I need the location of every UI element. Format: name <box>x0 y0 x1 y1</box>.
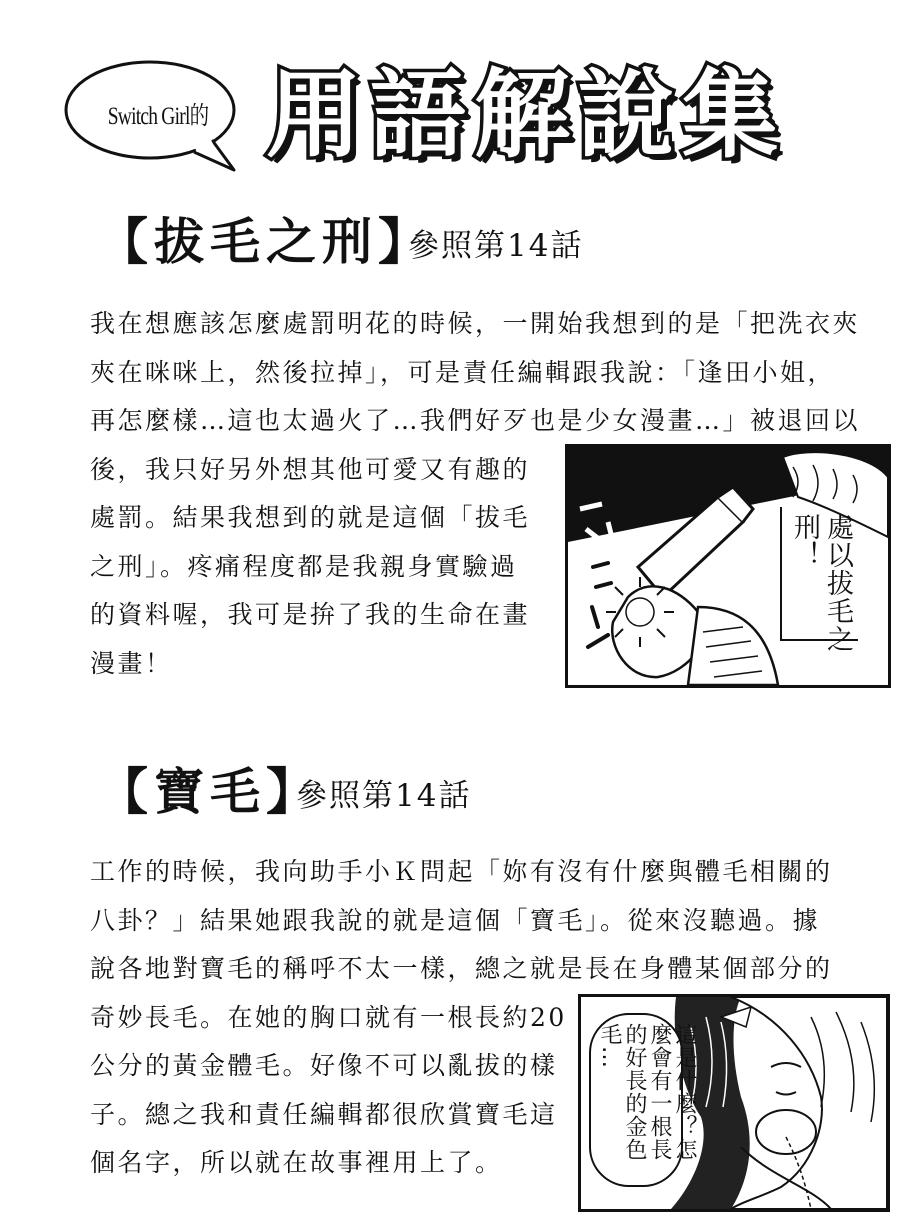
bubble-label: Switch Girl的 <box>107 103 209 130</box>
text-line: 夾在咪咪上，然後拉掉」，可是責任編輯跟我說：「逢田小姐， <box>90 357 836 387</box>
text-line: 的資料喔，我可是拚了我的生命在畫 <box>90 600 531 629</box>
section-heading-treasure-hair: 【寶毛】 <box>98 762 322 821</box>
section-reference: 參照第14話 <box>296 778 472 814</box>
text-line: 之刑」。疼痛程度都是我親身實驗過 <box>90 551 518 581</box>
manga-panel-1 <box>565 444 891 688</box>
speech-balloon-outline <box>780 507 858 641</box>
text-line: 我在想應該怎麼處罰明花的時候，一開始我想到的是「把洗衣夾 <box>90 309 861 338</box>
text-line: 公分的黃金體毛。好像不可以亂拔的樣 <box>90 1051 558 1080</box>
text-line: 再怎麼樣…這也太過火了…我們好歹也是少女漫畫…」被退回以 <box>90 406 861 435</box>
section-heading-pull-hair: 【拔毛之刑】 <box>98 212 434 271</box>
text-line: 奇妙長毛。在她的胸口就有一根長約20 <box>90 1002 567 1032</box>
page-title: 用語解說集 <box>266 59 786 171</box>
speech-text-1: 處以拔毛之刑！ <box>789 513 853 653</box>
text-line: 工作的時候，我向助手小Ｋ問起「妳有沒有什麼與體毛相關的 <box>90 857 833 886</box>
speech-text-2: 這是什麼？怎麼會有一根長的好長的金色毛… <box>597 1023 697 1161</box>
section-reference: 參照第14話 <box>408 228 584 264</box>
text-line: 處罰。結果我想到的就是這個「拔毛 <box>90 503 531 532</box>
text-line: 個名字，所以就在故事裡用上了。 <box>90 1148 503 1177</box>
text-line: 八卦？」結果她跟我說的就是這個「寶毛」。從來沒聽過。據 <box>90 905 821 935</box>
text-line: 子。總之我和責任編輯都很欣賞寶毛這 <box>90 1099 558 1129</box>
text-line: 後，我只好另外想其他可愛又有趣的 <box>90 454 531 484</box>
text-line: 說各地對寶毛的稱呼不太一樣，總之就是長在身體某個部分的 <box>90 954 833 983</box>
manga-panel-2 <box>578 994 890 1212</box>
text-line: 漫畫！ <box>90 648 173 678</box>
